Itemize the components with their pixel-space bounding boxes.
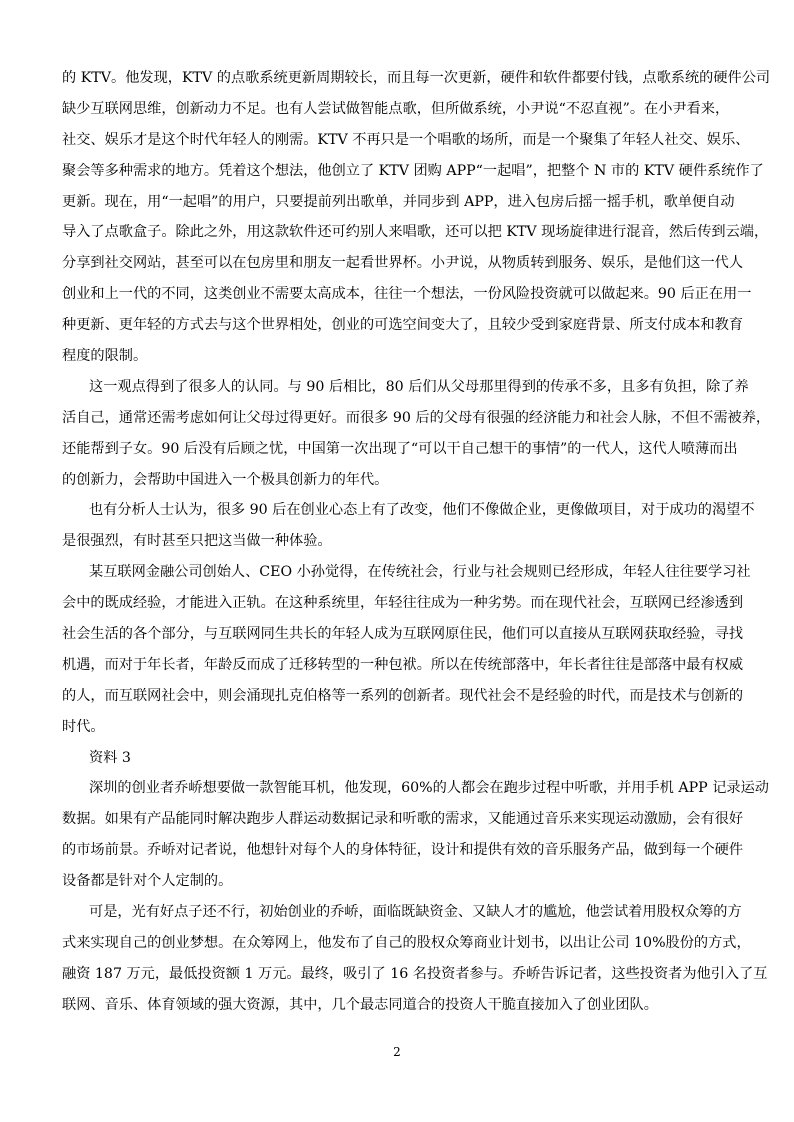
page-number: 2: [393, 1045, 401, 1059]
text-line: 机遇，而对于年长者，年龄反而成了迁移转型的一种包袱。所以在传统部落中，年长者往往是部落中最有权威: [62, 656, 744, 673]
text-line: 时代。: [62, 718, 105, 735]
text-line: 种更新、更年轻的方式去与这个世界相处，创业的可选空间变大了，且较少受到家庭背景、所支付成本和教育: [62, 317, 744, 334]
text-line: 数据。如果有产品能同时解决跑步人群运动数据记录和听歌的需求，又能通过音乐来实现运动激励，会有很好: [62, 811, 744, 828]
text-line: 缺少互联网思维，创新动力不足。也有人尝试做智能点歌，但所做系统，小尹说“不忍直视”。在小尹看来，: [62, 100, 730, 117]
text-line: 的人，而互联网社会中，则会涌现扎克伯格等一系列的创新者。现代社会不是经验的时代，而是技术与创新的: [62, 687, 744, 704]
text-line: 某互联网金融公司创始人、CEO 小孙觉得，在传统社会，行业与社会规则已经形成，年轻人往往要学习社: [89, 564, 751, 581]
paragraph: [62, 372, 771, 496]
text-line: 活自己，通常还需考虑如何让父母过得更好。而很多 90 后的父母有很强的经济能力和社会人脉，不但不需被养，: [62, 409, 771, 426]
paragraph: [62, 743, 752, 774]
paragraph: [62, 557, 752, 742]
text-line: 设备都是针对个人定制的。: [62, 873, 233, 890]
text-line: 还能帮到子女。90 后没有后顾之忧，中国第一次出现了“可以干自己想干的事情”的一代人，这代人喷薄而出: [62, 440, 738, 457]
text-line: 可是，光有好点子还不行，初始创业的乔峤，面临既缺资金、又缺人才的尴尬，他尝试着用股权众筹的方: [89, 904, 742, 921]
text-line: 式来实现自己的创业梦想。在众筹网上，他发布了自己的股权众筹商业计划书，以出让公司 10%股份的方式，: [62, 934, 751, 951]
paragraph: [62, 773, 769, 897]
text-line: 深圳的创业者乔峤想要做一款智能耳机，他发现，60%的人都会在跑步过程中听歌，并用手机 APP 记录运动: [89, 780, 769, 797]
text-line: 导入了点歌盒子。除此之外，用这款软件还可约别人来唱歌，还可以把 KTV 现场旋律进行混音，然后传到云端，: [62, 224, 769, 241]
text-line: 社会生活的各个部分，与互联网同生共长的年轻人成为互联网原住民，他们可以直接从互联网获取经验，寻找: [62, 626, 744, 643]
text-line: 社交、娱乐才是这个时代年轻人的刚需。KTV 不再只是一个唱歌的场所，而是一个聚集了年轻人社交、娱乐、: [62, 131, 750, 148]
text-line: 程度的限制。: [62, 348, 148, 365]
paragraph: [62, 495, 755, 557]
text-line: 会中的既成经验，才能进入正轨。在这种系统里，年轻往往成为一种劣势。而在现代社会，互联网已经渗透到: [62, 595, 744, 612]
text-line: 的创新力，会帮助中国进入一个极具创新力的年代。: [62, 471, 389, 488]
text-line: 更新。现在，用“一起唱”的用户，只要提前列出歌单，并同步到 APP，进入包房后摇一摇手机，歌单便自动: [62, 193, 735, 210]
paragraph: [62, 63, 771, 372]
text-line: 联网、音乐、体育领域的强大资源，其中，几个最志同道合的投资人干脆直接加入了创业团队。: [62, 996, 658, 1013]
text-line: 这一观点得到了很多人的认同。与 90 后相比，80 后们从父母那里得到的传承不多，且多有负担，除了养: [89, 378, 749, 395]
text-line: 聚会等多种需求的地方。凭着这个想法，他创立了 KTV 团购 APP“一起唱”，把整个 N 市的 KTV 硬件系统作了: [62, 162, 764, 179]
text-line: 资料 3: [89, 749, 131, 766]
text-line: 融资 187 万元，最低投资额 1 万元。最终，吸引了 16 名投资者参与。乔峤告诉记者，这些投资者为他引入了互: [62, 965, 768, 982]
text-line: 也有分析人士认为，很多 90 后在创业心态上有了改变，他们不像做企业，更像做项目，对于成功的渴望不: [89, 502, 755, 519]
text-line: 的市场前景。乔峤对记者说，他想针对每个人的身体特征，设计和提供有效的音乐服务产品，做到每一个硬件: [62, 842, 744, 859]
document-body: [62, 63, 771, 1021]
paragraph: [62, 897, 768, 1021]
text-line: 的 KTV。他发现，KTV 的点歌系统更新周期较长，而且每一次更新，硬件和软件都要付钱，点歌系统的硬件公司: [62, 70, 771, 86]
text-line: 是很强烈，有时甚至只把这当做一种体验。: [62, 533, 332, 550]
text-line: 创业和上一代的不同，这类创业不需要太高成本，往往一个想法，一份风险投资就可以做起来。90 后正在用一: [62, 286, 752, 303]
text-line: 分享到社交网站，甚至可以在包房里和朋友一起看世界杯。小尹说，从物质转到服务、娱乐，是他们这一代人: [62, 255, 744, 272]
